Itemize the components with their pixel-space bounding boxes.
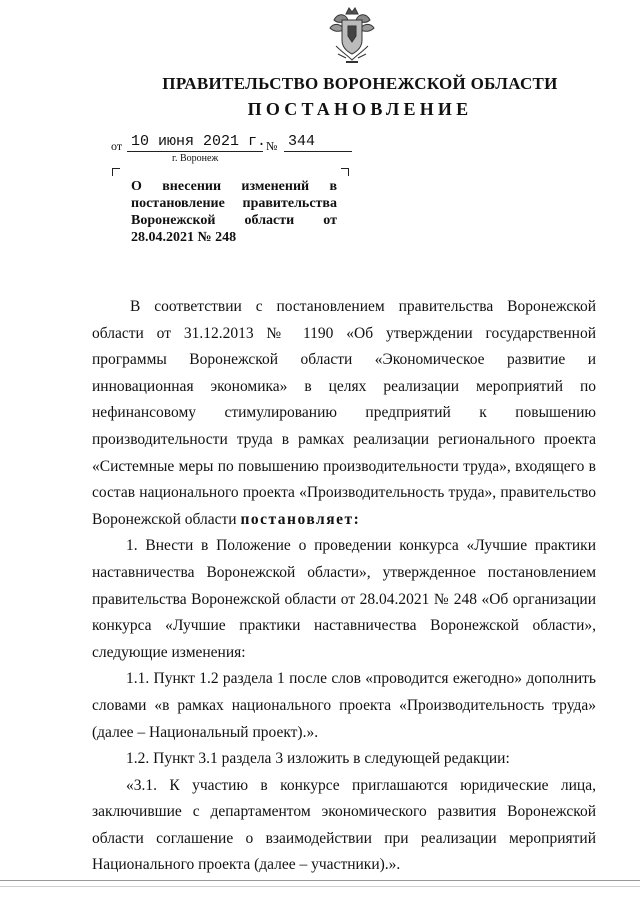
number-sign: № [266,139,278,153]
document-number: 344 [288,133,316,150]
paragraph-1-1: 1.1. Пункт 1.2 раздела 1 после слов «проводится ежегодно» дополнить словами «в рамках национального проекта «Производительность труда» (далее – Национальный проект).». [92,670,596,741]
page-bottom-rule [0,880,640,887]
document-body [92,294,596,879]
subject-corner-right [341,168,349,176]
document-date: 10 июня 2021 г. [131,133,267,150]
paragraph-3-1-quote: «3.1. К участию в конкурсе приглашаются юридические лица, заключившие с департаментом экономического развития Воронежской области соглашение о взаимодействии при реализации мероприятий Национального проекта (далее – участники).». [92,776,596,874]
subject-corner-left [112,168,120,176]
document-subject [131,178,337,246]
subject-line: постановление правительства [131,196,337,211]
subject-line: Воронежской области от [131,213,337,228]
date-prefix: от [111,139,123,153]
subject-line: О внесении изменений в [131,179,337,194]
subject-line: 28.04.2021 № 248 [131,230,237,245]
number-underline [284,151,352,152]
organization-name: ПРАВИТЕЛЬСТВО ВОРОНЕЖСКОЙ ОБЛАСТИ [162,74,558,93]
document-type-title: ПОСТАНОВЛЕНИЕ [247,99,473,119]
coat-of-arms-icon [326,6,378,64]
resolves-keyword: постановляет: [240,510,361,528]
date-underline [127,151,263,152]
document-city: г. Воронеж [172,153,219,164]
paragraph-1: 1. Внести в Положение о проведении конкурса «Лучшие практики наставничества Воронежской области», утвержденное постановлением правительства Воронежской области от 28.04.2021 № 248 «Об организации конкурса «Лучшие практики наставничества Воронежской области», следующие изменения: [92,537,596,661]
preamble-text: В соответствии с постановлением правительства Воронежской области от 31.12.2013 № 1190 «Об утверждении государственной программы Воронежской области «Экономическое развитие и инновационная экономика» в целях реализации мероприятий по нефинансовому стимулированию предприятий к повышению производительности труда в рамках реализации регионального проекта «Системные меры по повышению производительности труда», входящего в состав национального проекта «Производительность труда», правительство Воронежской области [92,298,596,528]
paragraph-1-2: 1.2. Пункт 3.1 раздела 3 изложить в следующей редакции: [126,750,510,768]
preamble-paragraph [92,294,596,533]
